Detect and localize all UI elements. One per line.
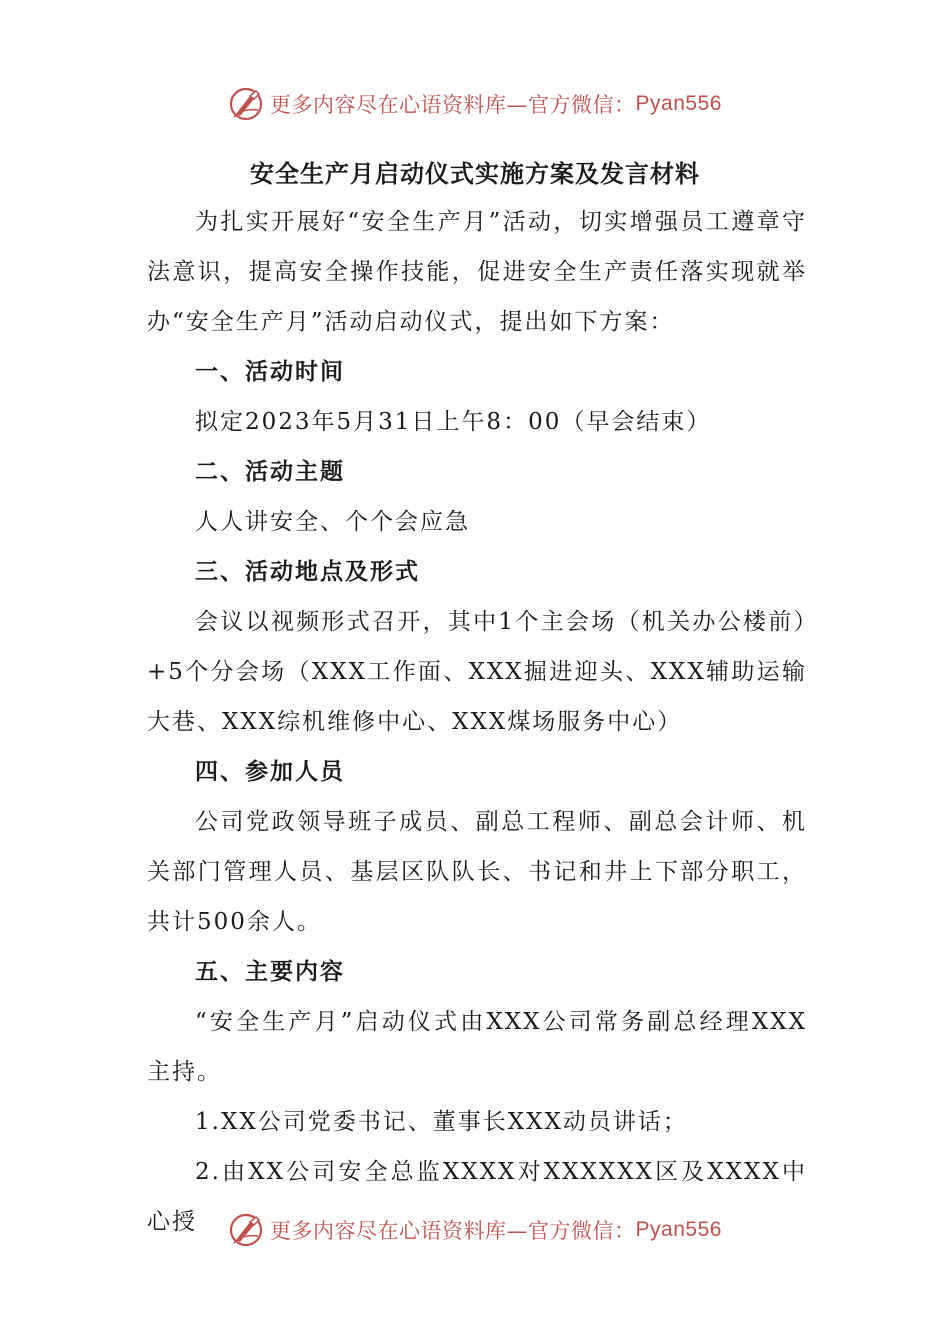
- document-title: 安全生产月启动仪式实施方案及发言材料: [250, 160, 700, 188]
- section-paragraph-content-host: “安全生产月”启动仪式由XXX公司常务副总经理XXX主持。: [147, 1009, 807, 1085]
- watermark-text: 更多内容尽在心语资料库—官方微信：: [270, 1219, 636, 1243]
- section-paragraph-theme: 人人讲安全、个个会应急: [195, 509, 470, 535]
- section-paragraph-venue: 会议以视频形式召开，其中1个主会场（机关办公楼前）+5个分会场（XXX工作面、XXX掘进迎头、XXX辅助运输大巷、XXX综机维修中心、XXX煤场服务中心）: [147, 609, 807, 735]
- document-body: [147, 197, 807, 1247]
- pen-nib-logo-icon: [228, 1212, 264, 1248]
- section-heading-content: 五、主要内容: [195, 959, 345, 985]
- intro-paragraph: 为扎实开展好“安全生产月”活动，切实增强员工遵章守法意识，提高安全操作技能，促进安全生产责任落实现就举办“安全生产月”活动启动仪式，提出如下方案：: [147, 209, 807, 335]
- watermark-header: [0, 84, 950, 124]
- watermark-wechat-id: Pyan556: [635, 92, 722, 115]
- watermark-footer: [0, 1210, 950, 1250]
- section-heading-venue: 三、活动地点及形式: [195, 559, 420, 585]
- watermark-wechat-id: Pyan556: [635, 1218, 722, 1241]
- section-heading-time: 一、活动时间: [195, 359, 345, 385]
- section-heading-theme: 二、活动主题: [195, 459, 345, 485]
- section-paragraph-content-item-1: 1.XX公司党委书记、董事长XXX动员讲话；: [195, 1109, 688, 1135]
- watermark-text: 更多内容尽在心语资料库—官方微信：: [270, 93, 636, 117]
- section-paragraph-content-item-2: 2.由XX公司安全总监XXXX对XXXXXX区及XXXX中心授: [147, 1159, 807, 1235]
- section-heading-participants: 四、参加人员: [195, 759, 345, 785]
- section-paragraph-time: 拟定2023年5月31日上午8：00（早会结束）: [195, 409, 712, 435]
- section-paragraph-participants: 公司党政领导班子成员、副总工程师、副总会计师、机关部门管理人员、基层区队队长、书记和井上下部分职工，共计500余人。: [147, 809, 807, 935]
- pen-nib-logo-icon: [228, 86, 264, 122]
